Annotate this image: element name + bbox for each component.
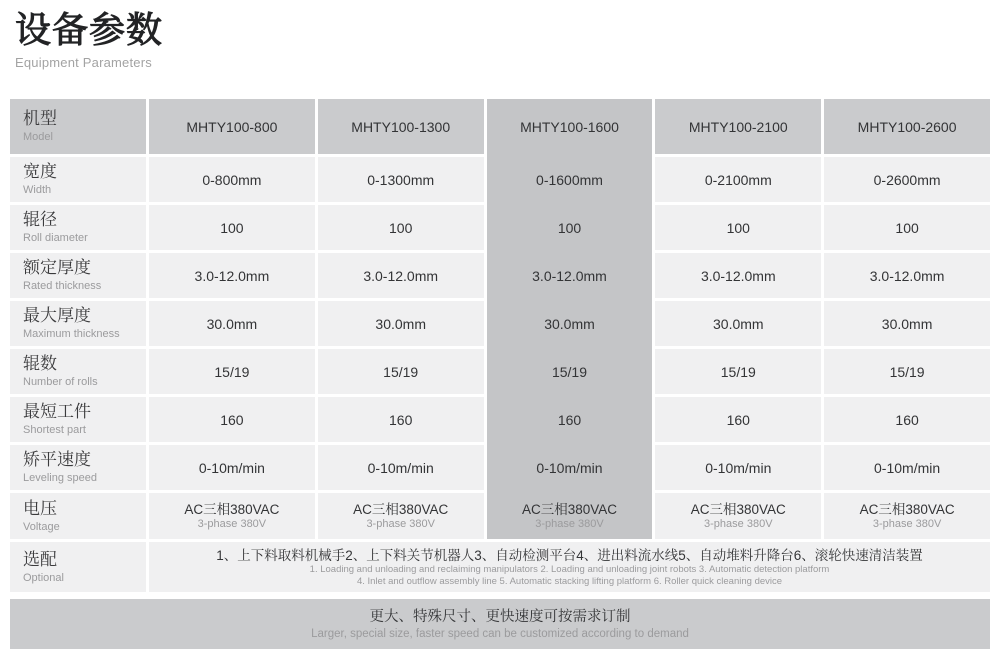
customization-note-band xyxy=(10,599,990,649)
optional-line-en1: 1. Loading and unloading and reclaiming manipulators 2. Loading and unloading joint robots 3. Automatic detection platform xyxy=(309,564,830,575)
value-cell-highlighted: 30.0mm xyxy=(487,301,653,349)
optional-line-en2: 4. Inlet and outflow assembly line 5. Automatic stacking lifting platform 6. Roller quick cleaning device xyxy=(356,575,783,587)
value-cell-highlighted: 0-1600mm xyxy=(487,157,653,205)
value-cell: 15/19 xyxy=(824,349,990,397)
value-cell: 160 xyxy=(149,397,315,445)
value-cell: 0-1300mm xyxy=(318,157,484,205)
value-cell-highlighted: 15/19 xyxy=(487,349,653,397)
row-label-zh: 电压 xyxy=(23,498,57,518)
voltage-cell xyxy=(655,493,821,542)
value-cell: 0-10m/min xyxy=(824,445,990,493)
model-header-cell: MHTY100-2100 xyxy=(655,99,821,157)
value-cell: 15/19 xyxy=(655,349,821,397)
row-label-zh: 机型 xyxy=(23,109,57,128)
row-label-number-of-rolls xyxy=(10,349,146,397)
value-cell: 0-10m/min xyxy=(318,445,484,493)
value-cell: 3.0-12.0mm xyxy=(824,253,990,301)
voltage-sub: 3-phase 380V xyxy=(366,517,435,530)
row-label-shortest-part xyxy=(10,397,146,445)
value-cell: 100 xyxy=(149,205,315,253)
row-label-en: Voltage xyxy=(23,520,60,533)
row-label-model xyxy=(10,99,146,157)
row-label-en: Maximum thickness xyxy=(23,328,120,340)
row-label-en: Optional xyxy=(23,571,64,584)
optional-line-zh: 1、上下料取料机械手2、上下料关节机器人3、自动检测平台4、进出料流水线5、自动堆料升降台6、滚轮快速清洁装置 xyxy=(216,548,923,563)
optional-equipment-cell xyxy=(149,542,990,592)
value-cell: 30.0mm xyxy=(149,301,315,349)
value-cell: 0-10m/min xyxy=(655,445,821,493)
row-label-en: Rated thickness xyxy=(23,280,102,292)
page-heading xyxy=(10,8,990,70)
row-label-voltage xyxy=(10,493,146,542)
value-cell: 30.0mm xyxy=(318,301,484,349)
value-cell: 30.0mm xyxy=(824,301,990,349)
page-title: 设备参数 xyxy=(15,9,164,50)
row-label-leveling-speed xyxy=(10,445,146,493)
voltage-main: AC三相380VAC xyxy=(521,501,618,517)
value-cell: 100 xyxy=(655,205,821,253)
model-header-cell-highlighted: MHTY100-1600 xyxy=(487,99,653,157)
voltage-cell xyxy=(149,493,315,542)
row-label-maximum-thickness xyxy=(10,301,146,349)
value-cell: 160 xyxy=(655,397,821,445)
row-label-zh: 额定厚度 xyxy=(23,258,91,277)
value-cell: 15/19 xyxy=(318,349,484,397)
voltage-sub: 3-phase 380V xyxy=(535,517,604,530)
voltage-cell-highlighted xyxy=(487,493,653,542)
row-label-optional xyxy=(10,542,146,592)
value-cell-highlighted: 3.0-12.0mm xyxy=(487,253,653,301)
value-cell: 3.0-12.0mm xyxy=(149,253,315,301)
value-cell: 100 xyxy=(318,205,484,253)
row-label-roll-diameter xyxy=(10,205,146,253)
row-label-zh: 宽度 xyxy=(23,162,57,181)
value-cell: 0-800mm xyxy=(149,157,315,205)
row-label-en: Leveling speed xyxy=(23,472,98,484)
row-label-en: Roll diameter xyxy=(23,232,88,244)
value-cell: 30.0mm xyxy=(655,301,821,349)
voltage-cell xyxy=(824,493,990,542)
row-label-zh: 辊数 xyxy=(23,354,57,373)
value-cell: 160 xyxy=(318,397,484,445)
value-cell: 160 xyxy=(824,397,990,445)
value-cell: 3.0-12.0mm xyxy=(318,253,484,301)
customization-note-en: Larger, special size, faster speed can be customized according to demand xyxy=(311,627,689,640)
voltage-sub: 3-phase 380V xyxy=(197,517,267,530)
value-cell-highlighted: 160 xyxy=(487,397,653,445)
voltage-sub: 3-phase 380V xyxy=(704,517,773,530)
value-cell: 0-2600mm xyxy=(824,157,990,205)
row-label-rated-thickness xyxy=(10,253,146,301)
value-cell: 0-2100mm xyxy=(655,157,821,205)
voltage-main: AC三相380VAC xyxy=(690,501,786,517)
voltage-main: AC三相380VAC xyxy=(859,501,955,517)
row-label-zh: 矫平速度 xyxy=(23,450,91,469)
voltage-main: AC三相380VAC xyxy=(184,501,280,517)
value-cell: 100 xyxy=(824,205,990,253)
value-cell: 3.0-12.0mm xyxy=(655,253,821,301)
row-label-zh: 最大厚度 xyxy=(23,306,91,325)
row-label-en: Model xyxy=(23,131,53,143)
model-header-cell: MHTY100-1300 xyxy=(318,99,484,157)
page-subtitle: Equipment Parameters xyxy=(15,55,152,70)
value-cell: 15/19 xyxy=(149,349,315,397)
value-cell-highlighted: 0-10m/min xyxy=(487,445,653,493)
row-label-zh: 选配 xyxy=(23,549,57,569)
parameters-table xyxy=(10,99,990,592)
model-header-cell: MHTY100-2600 xyxy=(824,99,990,157)
value-cell: 0-10m/min xyxy=(149,445,315,493)
voltage-cell xyxy=(318,493,484,542)
row-label-zh: 辊径 xyxy=(23,210,57,229)
model-header-cell: MHTY100-800 xyxy=(149,99,315,157)
row-label-width xyxy=(10,157,146,205)
row-label-en: Width xyxy=(23,184,52,196)
voltage-main: AC三相380VAC xyxy=(353,501,449,517)
customization-note-zh: 更大、特殊尺寸、更快速度可按需求订制 xyxy=(369,608,631,625)
value-cell-highlighted: 100 xyxy=(487,205,653,253)
row-label-zh: 最短工件 xyxy=(23,402,91,421)
voltage-sub: 3-phase 380V xyxy=(872,517,942,530)
row-label-en: Shortest part xyxy=(23,424,86,436)
row-label-en: Number of rolls xyxy=(23,376,98,388)
